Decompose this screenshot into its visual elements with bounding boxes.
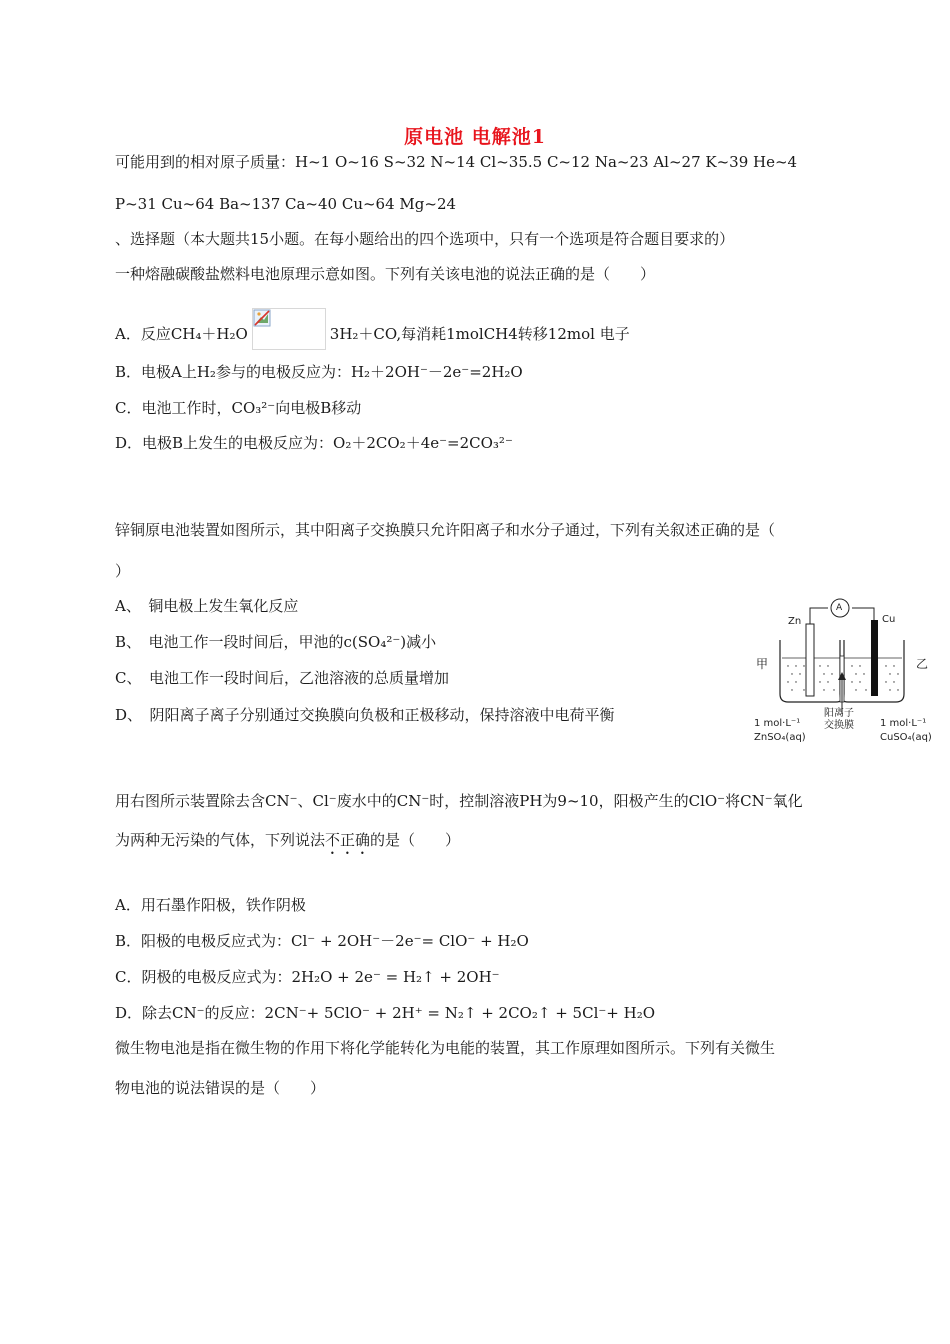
section-heading: 、选择题（本大题共15小题。在每小题给出的四个选项中，只有一个选项是符合题目要求的） — [115, 230, 735, 248]
question-1-option-a — [115, 314, 630, 356]
question-1-option-d: D．电极B上发生的电极反应为：O₂＋2CO₂＋4e⁻=2CO₃²⁻ — [115, 434, 513, 452]
question-4-stem-line-2: 物电池的说法错误的是（ ） — [115, 1079, 326, 1097]
page-title: 原电池 电解池1 — [404, 126, 546, 148]
question-4-stem-line-1: 微生物电池是指在微生物的作用下将化学能转化为电能的装置，其工作原理如图所示。下列有关微生 — [115, 1039, 776, 1057]
question-1-option-c: C．电池工作时，CO₃²⁻向电极B移动 — [115, 399, 362, 417]
question-3-stem-line-2 — [115, 830, 460, 858]
question-2-option-c: C、 电池工作一段时间后，乙池溶液的总质量增加 — [115, 669, 449, 687]
stem-text-after: 的是（ ） — [370, 831, 461, 849]
question-3-option-b: B．阳极的电极反应式为：Cl⁻ + 2OH⁻－2e⁻= ClO⁻ + H₂O — [115, 932, 529, 950]
question-2-option-a: A、 铜电极上发生氧化反应 — [115, 597, 299, 615]
question-2-stem-line-2: ） — [115, 562, 131, 580]
question-3-option-a: A．用石墨作阳极，铁作阴极 — [115, 896, 306, 914]
emphasized-not-correct: 不正确 — [325, 831, 371, 849]
atomic-masses-line-2: P~31 Cu~64 Ba~137 Ca~40 Cu~64 Mg~24 — [115, 195, 457, 213]
right-solution-label: CuSO₄(aq) — [880, 732, 932, 743]
galvanic-cell-figure — [748, 596, 938, 756]
question-3-stem-line-1: 用右图所示装置除去含CN⁻、Cl⁻废水中的CN⁻时，控制溶液PH为9~10，阳极产生的ClO⁻将CN⁻氧化 — [115, 792, 803, 810]
option-a-text-before: A．反应CH₄＋H₂O — [115, 325, 248, 343]
atomic-masses-line-1: 可能用到的相对原子质量：H~1 O~16 S~32 N~14 Cl~35.5 C~12 Na~23 Al~27 K~39 He~4 — [115, 153, 798, 171]
option-a-text-after: 3H₂＋CO,每消耗1molCH4转移12mol 电子 — [329, 325, 630, 343]
right-cell-label: 乙 — [916, 657, 929, 671]
left-solution-label: ZnSO₄(aq) — [754, 732, 806, 743]
question-2-option-d: D、 阴阳离子离子分别通过交换膜向负极和正极移动，保持溶液中电荷平衡 — [115, 706, 615, 724]
broken-image-icon — [252, 308, 326, 350]
membrane-label-1: 阳离子 — [824, 708, 854, 719]
ammeter-label: A — [836, 603, 843, 613]
left-cell-label: 甲 — [756, 657, 769, 671]
stem-text-before: 为两种无污染的气体，下列说法 — [115, 831, 326, 849]
right-concentration-label: 1 mol·L⁻¹ — [880, 718, 927, 729]
question-2-stem-line-1: 锌铜原电池装置如图所示，其中阳离子交换膜只允许阳离子和水分子通过，下列有关叙述正确的是（ — [115, 521, 776, 539]
copper-electrode-label: Cu — [882, 614, 896, 625]
question-3-option-d: D．除去CN⁻的反应：2CN⁻+ 5ClO⁻ + 2H⁺ = N₂↑ + 2CO₂↑ + 5Cl⁻+ H₂O — [115, 1004, 656, 1022]
question-1-option-b: B．电极A上H₂参与的电极反应为：H₂＋2OH⁻－2e⁻=2H₂O — [115, 363, 523, 381]
membrane-label-2: 交换膜 — [824, 720, 854, 731]
question-2-option-b: B、 电池工作一段时间后，甲池的c(SO₄²⁻)减小 — [115, 633, 437, 651]
question-3-option-c: C．阴极的电极反应式为：2H₂O + 2e⁻ = H₂↑ + 2OH⁻ — [115, 968, 500, 986]
question-1-stem: 一种熔融碳酸盐燃料电池原理示意如图。下列有关该电池的说法正确的是（ ） — [115, 265, 656, 283]
left-concentration-label: 1 mol·L⁻¹ — [754, 718, 801, 729]
zinc-electrode-label: Zn — [788, 616, 802, 627]
